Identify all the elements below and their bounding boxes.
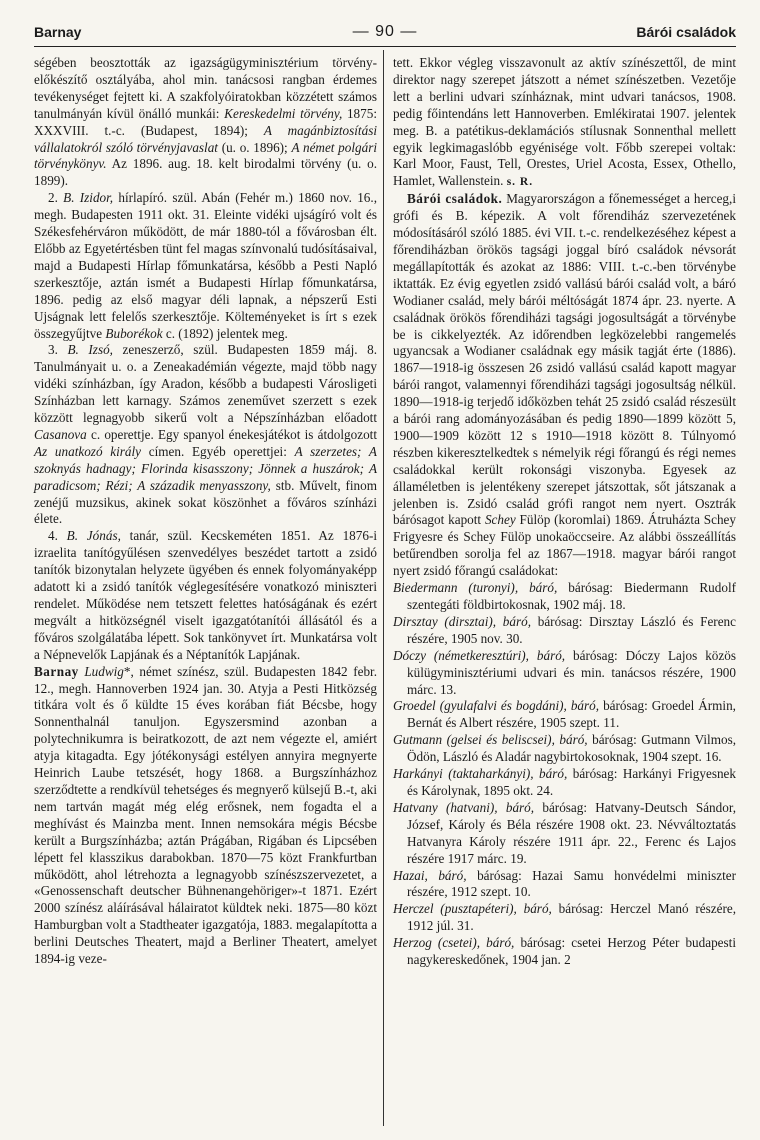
italic-text: Hatvany (hatvani), báró, (393, 799, 535, 815)
body-text: Magyarországon a főnemességet a herceg,i grófi és B. képezik. A volt főrendiház szervezetének módosításáról szóló 1885. évi VII. t.-c. rendelkezéséhez képest a főrendiházban örökös tagsági joggal bíró családok névsorát megállapították és azokat az 1886: VIII. t.-c.-ben törvénybe iktatták. Ez évig egyetlen zsidó vallású bárói család volt, a báró Wodianer család, mely bárói méltóságát 1874 ápr. 23. nyerte. A családnak örökös főrendiházi tagsági jogosultságát a törvénybe be is cikkelyezték. Az időrendben legközelebbi rangemelés ugyancsak a Wodianer családnak egy másik tagját érte (1886). 1867—1918-ig összesen 26 zsidó vallású család kapott magyar bárói rangot, valamennyi főrendiházi tagsági jogosultság nélkül. 1890—1918-ig terjedő időközben tehát 25 zsidó család részesült a bárói rang adományozásában és pedig 1890—1899 között 5, 1900—1909 között 12 s 1910—1918 között 8. Túlnyomó részben kikeresztelkedtek s némelyik régi főrangú és régi nemes családokkal került rokonsági viszonyba. Egyesek az államéletben is jelentékeny szerepet játszottak, sőt játszanak a jelenben is. Zsidó család grófi rangot nem nyert. Osztrák bárósagot kapott (393, 191, 736, 528)
paragraph (34, 342, 377, 528)
italic-text: Buborékok (105, 325, 163, 341)
running-header (34, 24, 736, 47)
italic-text: A német polgári törvénykönyv. (34, 139, 378, 172)
body-text: stb. Művelt, finom zenéjű muzsikus, akinek sokat köszönhet a főváros színházi élete. (34, 477, 377, 527)
body-text: bárósag: Hazai Samu honvédelmi miniszter részére, 1912 szept. 10. (407, 867, 736, 900)
paragraph (393, 648, 736, 699)
column-divider (383, 50, 384, 1126)
body-text: 1875: XXXVIII. t.-c. (Budapest, 1894); (34, 105, 377, 138)
paragraph (393, 901, 736, 935)
body-text: bárósag: Dirsztay László és Ferenc részére, 1905 nov. 30. (407, 613, 736, 646)
italic-text: B. Izsó, (67, 342, 113, 358)
paragraph (34, 55, 377, 190)
italic-text: Ludwig (84, 663, 124, 679)
italic-text: A szerzetes; A szoknyás hadnagy; Florinda kisasszony; Jönnek a huszárok; A paradicsom; Rézi; A századik menyasszony, (34, 443, 377, 493)
paragraph (393, 766, 736, 800)
paragraph (393, 800, 736, 868)
italic-text: Herczel (pusztapéteri), báró, (393, 901, 552, 917)
paragraph (393, 191, 736, 580)
paragraph (34, 528, 377, 663)
italic-text: Az unatkozó király (34, 443, 142, 459)
body-text: zeneszerző, szül. Budapesten 1859 máj. 8. Tanulmányait u. o. a Zeneakadémián végezte, majd több nagy vidéki színházban, így Aradon, később a budapesti Városligeti Színházban lett karnagy. Számos zeneművet szerzett s ezek közzött legnagyobb sikerű volt a Népszínházban előadott (34, 342, 378, 426)
body-text: c. operettje. Egy spanyol énekesjátékot is átdolgozott (86, 426, 377, 442)
body-text: címen. Egyéb operettjei: (141, 443, 295, 459)
italic-text: Hazai, báró, (393, 867, 467, 883)
paragraph (393, 868, 736, 902)
italic-text: Dirsztay (dirsztai), báró, (393, 613, 532, 629)
paragraph (393, 580, 736, 614)
left-column (34, 55, 377, 968)
italic-text: Groedel (gyulafalvi és bogdáni), báró, (393, 698, 600, 714)
body-text: bárósag: Biedermann Rudolf szentegáti földbirtokosnak, 1902 máj. 18. (407, 580, 736, 612)
header-right-word: Bárói családok (636, 24, 736, 40)
header-left-word: Barnay (34, 24, 82, 40)
body-text: ségében beosztották az igazságügyminisztérium törvény-előkészítő osztályába, ahol min. tanácsosi rangban érdemes tevékenységet fejtett ki. A szakfolyóiratokban közzétett számos tanulmányán kívül önálló munkái: (34, 55, 377, 121)
italic-text: A magánbiztosítási vállalatokról szóló törvényjavaslat (34, 122, 377, 155)
body-text: bárósag: Herczel Manó részére, 1912 júl. 31. (407, 901, 737, 934)
italic-text: B. Jónás, (66, 528, 121, 544)
italic-text: Dóczy (németkeresztúri), báró, (393, 647, 566, 663)
italic-text: Kereskedelmi törvény, (224, 105, 343, 121)
body-text: tett. Ekkor végleg visszavonult az aktív színészettől, de mint direktor nagy szerepet játszott a német színészetben. Vezetője lett a berlini udvari színháznak, mint udvari tanácsos, 1908. pedig főintendáns lett Hannoverben. Emlékiratai 1907. jelentek meg. B. a patétikus-deklamációs stílusnak Sonnenthal mellett egyik legkimagaslóbb egyénisége volt. Főbb szerepei voltak: Karl Moor, Faust, Tell, Orestes, Uriel Acosta, Essex, Othello, Hamlet, Wallenstein. (393, 55, 736, 189)
italic-text: Schey (484, 512, 516, 528)
body-text: bárósag: Dóczy Lajos közös külügyminisztériumi udvari és min. tanácsos részére, 1900 márc. 13. (407, 647, 736, 697)
italic-text: Biedermann (turonyi), báró, (393, 580, 558, 596)
body-text: c. (1892) jelentek meg. (162, 325, 288, 341)
paragraph (393, 935, 736, 969)
body-text: *, német színész, szül. Budapesten 1842 febr. 12., megh. Hannoverben 1924 jan. 30. Atyja a Pesti Hitközség titkára volt és ő küldte 15 éves korában fiát Bécsbe, hogy Sonnenthalnál tanuljon. Egyszersmind azonban a polytechnikumra is beiratkozott, de azt nem végezte el, amiért atyja kitagadta. Egy jótékonysági estélyen annyira megnyerte Heinrich Laube tetszését, hogy 1868. a Burgszínházhoz szerződtette a rendkívül tehetséges és megnyerő külsejű B.-t, aki nem tartván magát még elég erősnek, nem fogadta el a meghívást és Mainzba ment. Innen nemsokára mégis Bécsbe került a Burgszínházba; aztán Prágában, Rigában és Lipcsében lépett fel klasszikus darabokban. 1870—75 közt Frankfurtban működött, ahol létrehozta a legnagyobb színészszervezetet, a «Genossenschaft deutscher Bühnenangehöriger»-t 1871. Ezért 2000 színész aláírásával hálairatot küldtek neki. 1875—80 közt Hamburgban volt a Stadtheater igazgatója, 1883. megalapította a berlini Deutsches Theatert, majd a Berliner Theatert, amelyet 1894-ig veze- (34, 663, 377, 967)
entry-heading: Barnay (34, 663, 79, 679)
italic-text: Gutmann (gelsei és beliscsei), báró, (393, 732, 588, 748)
paragraph (393, 614, 736, 648)
italic-text: Harkányi (taktaharkányi), báró, (393, 766, 568, 782)
entry-heading: Bárói családok. (407, 191, 503, 207)
body-text: Fülöp (koromlai) 1869. Átruházta Schey Frigyesre és Schey Fülöp unokaöccseire. Az alábbi összeállítás betűrendben sorolja fel az 1867—1918. magyar bárói rangot nyert zsidó főrangú családokat: (393, 512, 736, 579)
paragraph (393, 732, 736, 766)
body-text: 2. (48, 190, 64, 206)
body-text: bárósag: Groedel Ármin, Bernát és Albert részére, 1905 szept. 11. (407, 698, 736, 731)
body-text: bárósag: Gutmann Vilmos, Ödön, László és Aladár nagybirtokosoknak, 1904 szept. 16. (407, 732, 736, 765)
paragraph (393, 698, 736, 732)
body-text: hírlapíró. szül. Abán (Fehér m.) 1860 nov. 16., megh. Budapesten 1911 okt. 31. Eleinte vidéki ujságíró volt és Székesfehérváron működött, de már 1880-tól a fővárosban élt. Előbb az Egyetértésben tünt fel magas színvonalú tudósításaival, majd a Budapesti Hírlap főmunkatársa, később a Pesti Napló szerkesztője, aztán ismét a Budapesti Hírlap főmunkatársa, 1896. pedig az első magyar déli lapnak, a népszerű Esti Ujságnak lett felelős szerkesztője. Költeményeket is írt s ezek összegyűjtve (34, 190, 377, 341)
body-text: (u. o. 1896); (217, 139, 292, 155)
body-text: 3. (48, 342, 68, 358)
italic-text: Herzog (csetei), báró, (393, 935, 515, 951)
body-text: bárósag: Harkányi Frigyesnek és Károlynak, 1895 okt. 24. (407, 766, 736, 798)
page-number: — 90 — (352, 23, 418, 40)
body-text: bárósag: Hatvany-Deutsch Sándor, József, Károly és Béla részére 1908 okt. 23. Névváltoztatás Hatvanyra Károly részére 1911 ápr. 22., Ferenc és Lajos részére 1917 márc. 19. (407, 799, 736, 866)
italic-text: Casanova (34, 426, 87, 442)
paragraph (34, 664, 377, 968)
body-text: Az 1896. aug. 18. kelt birodalmi törvény (u. o. 1899). (34, 156, 377, 189)
italic-text: B. Izidor, (63, 190, 114, 206)
paragraph (34, 190, 377, 342)
body-text: bárósag: csetei Herzog Péter budapesti nagykereskedőnek, 1904 jan. 2 (407, 935, 736, 968)
body-text: tanár, szül. Kecskeméten 1851. Az 1876-i izraelita tanítógyűlésen szenvedélyes beszédet tartott a zsidó tanítók bizonytalan helyzete ügyében és ennek folyományaképp adatott ki a zsidó tanítók véglegesítésére vonatkozó miniszteri rendelet. Működése nem tetszett felettes hatóságának és ezért megvált a hitközségnél viselt igazgatótanítói állásától és a főváros szolgálatába lépett. Sok tankönyvet írt. Munkatársa volt a Népnevelők Lapjának és a Néptanítók Lapjának. (34, 528, 377, 662)
paragraph (393, 55, 736, 191)
author-signature: s. R. (506, 176, 534, 189)
body-text: 4. (48, 528, 67, 544)
right-column (393, 55, 736, 969)
